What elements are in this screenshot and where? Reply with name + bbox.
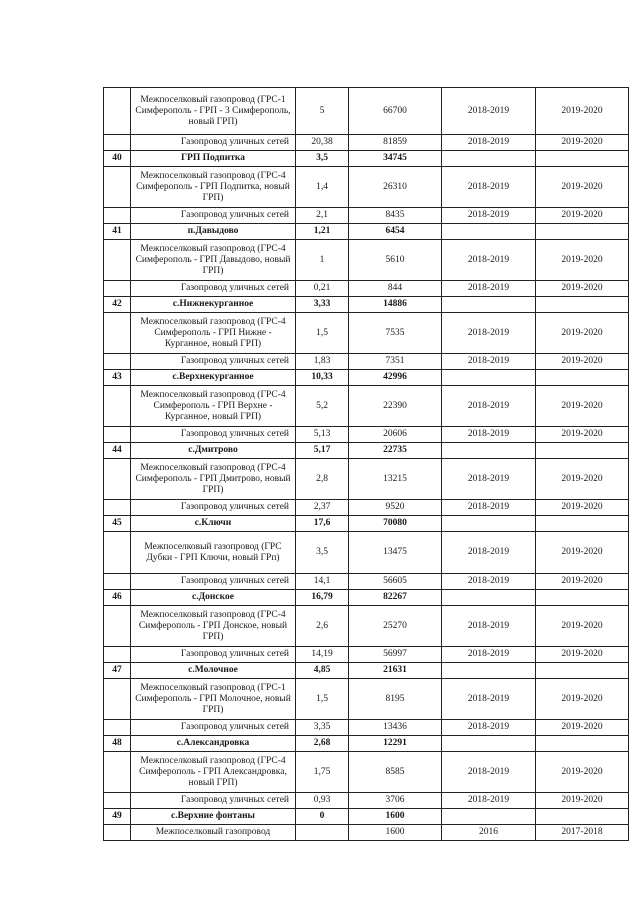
row-number-cell — [104, 135, 131, 151]
start-years-cell: 2016 — [442, 825, 536, 841]
object-name-cell: Газопровод уличных сетей — [131, 135, 296, 151]
row-number-cell: 48 — [104, 736, 131, 752]
start-years-cell — [442, 516, 536, 532]
table-row — [104, 354, 629, 370]
object-name-cell: Межпоселковый газопровод (ГРС Дубки - ГРП Ключи, новый ГРп) — [131, 532, 296, 574]
section-row — [104, 809, 629, 825]
table-row — [104, 88, 629, 135]
object-name-cell: Газопровод уличных сетей — [131, 208, 296, 224]
end-years-cell: 2019-2020 — [536, 459, 629, 500]
row-number-cell — [104, 825, 131, 841]
row-number-cell — [104, 679, 131, 720]
object-name-cell: Межпоселковый газопровод (ГРС-1 Симферополь - ГРП Молочное, новый ГРП) — [131, 679, 296, 720]
end-years-cell: 2019-2020 — [536, 647, 629, 663]
row-number-cell — [104, 793, 131, 809]
cost-value-cell: 82267 — [349, 590, 442, 606]
start-years-cell: 2018-2019 — [442, 574, 536, 590]
section-row — [104, 590, 629, 606]
cost-value-cell: 844 — [349, 281, 442, 297]
end-years-cell: 2019-2020 — [536, 793, 629, 809]
length-km-cell: 10,33 — [296, 370, 349, 386]
start-years-cell: 2018-2019 — [442, 647, 536, 663]
row-number-cell: 42 — [104, 297, 131, 313]
start-years-cell: 2018-2019 — [442, 720, 536, 736]
cost-value-cell: 66700 — [349, 88, 442, 135]
length-km-cell: 1,5 — [296, 679, 349, 720]
start-years-cell: 2018-2019 — [442, 793, 536, 809]
end-years-cell — [536, 151, 629, 167]
object-name-cell: Газопровод уличных сетей — [131, 720, 296, 736]
cost-value-cell: 22390 — [349, 386, 442, 427]
cost-value-cell: 7351 — [349, 354, 442, 370]
end-years-cell — [536, 224, 629, 240]
object-name-cell: с.Ключи — [131, 516, 296, 532]
row-number-cell — [104, 606, 131, 647]
end-years-cell: 2019-2020 — [536, 313, 629, 354]
start-years-cell: 2018-2019 — [442, 281, 536, 297]
object-name-cell: ГРП Подпитка — [131, 151, 296, 167]
length-km-cell: 5,17 — [296, 443, 349, 459]
length-km-cell: 1,4 — [296, 167, 349, 208]
length-km-cell: 1,21 — [296, 224, 349, 240]
object-name-cell: с.Дмитрово — [131, 443, 296, 459]
section-row — [104, 224, 629, 240]
start-years-cell: 2018-2019 — [442, 354, 536, 370]
table-row — [104, 427, 629, 443]
cost-value-cell: 1600 — [349, 809, 442, 825]
row-number-cell — [104, 500, 131, 516]
start-years-cell — [442, 151, 536, 167]
length-km-cell: 3,5 — [296, 532, 349, 574]
row-number-cell — [104, 532, 131, 574]
object-name-cell: Межпоселковый газопровод (ГРС-1 Симферополь - ГРП - 3 Симферополь, новый ГРП) — [131, 88, 296, 135]
start-years-cell: 2018-2019 — [442, 606, 536, 647]
length-km-cell: 0,21 — [296, 281, 349, 297]
table-row — [104, 752, 629, 793]
section-row — [104, 663, 629, 679]
row-number-cell — [104, 354, 131, 370]
cost-value-cell: 34745 — [349, 151, 442, 167]
object-name-cell: Межпоселковый газопровод (ГРС-4 Симферополь - ГРП Давыдово, новый ГРП) — [131, 240, 296, 281]
length-km-cell: 2,1 — [296, 208, 349, 224]
object-name-cell: Межпоселковый газопровод (ГРС-4 Симферополь - ГРП Подпитка, новый ГРП) — [131, 167, 296, 208]
table-row — [104, 720, 629, 736]
start-years-cell: 2018-2019 — [442, 240, 536, 281]
cost-value-cell: 26310 — [349, 167, 442, 208]
cost-value-cell: 13436 — [349, 720, 442, 736]
section-row — [104, 443, 629, 459]
row-number-cell — [104, 88, 131, 135]
object-name-cell: Газопровод уличных сетей — [131, 354, 296, 370]
object-name-cell: Межпоселковый газопровод (ГРС-4 Симферополь - ГРП Нижне - Курганное, новый ГРП) — [131, 313, 296, 354]
table-row — [104, 679, 629, 720]
table-row — [104, 281, 629, 297]
end-years-cell — [536, 736, 629, 752]
table-row — [104, 574, 629, 590]
length-km-cell: 14,1 — [296, 574, 349, 590]
row-number-cell: 49 — [104, 809, 131, 825]
object-name-cell: Газопровод уличных сетей — [131, 574, 296, 590]
end-years-cell: 2019-2020 — [536, 135, 629, 151]
start-years-cell — [442, 809, 536, 825]
object-name-cell: п.Давыдово — [131, 224, 296, 240]
length-km-cell: 16,79 — [296, 590, 349, 606]
row-number-cell — [104, 647, 131, 663]
end-years-cell — [536, 809, 629, 825]
object-name-cell: Газопровод уличных сетей — [131, 500, 296, 516]
object-name-cell: Межпоселковый газопровод (ГРС-4 Симферополь - ГРП Верхне - Курганное, новый ГРП) — [131, 386, 296, 427]
start-years-cell: 2018-2019 — [442, 386, 536, 427]
end-years-cell: 2017-2018 — [536, 825, 629, 841]
start-years-cell — [442, 663, 536, 679]
length-km-cell: 2,68 — [296, 736, 349, 752]
row-number-cell: 43 — [104, 370, 131, 386]
end-years-cell: 2019-2020 — [536, 574, 629, 590]
object-name-cell: Межпоселковый газопровод (ГРС-4 Симферополь - ГРП Донское, новый ГРП) — [131, 606, 296, 647]
row-number-cell: 40 — [104, 151, 131, 167]
object-name-cell: Газопровод уличных сетей — [131, 427, 296, 443]
object-name-cell: с.Молочное — [131, 663, 296, 679]
table-row — [104, 500, 629, 516]
table-row — [104, 386, 629, 427]
length-km-cell: 2,8 — [296, 459, 349, 500]
section-row — [104, 516, 629, 532]
end-years-cell: 2019-2020 — [536, 427, 629, 443]
object-name-cell: Газопровод уличных сетей — [131, 793, 296, 809]
row-number-cell — [104, 720, 131, 736]
start-years-cell: 2018-2019 — [442, 532, 536, 574]
row-number-cell — [104, 459, 131, 500]
object-name-cell: Межпоселковый газопровод — [131, 825, 296, 841]
length-km-cell: 2,37 — [296, 500, 349, 516]
object-name-cell: Газопровод уличных сетей — [131, 281, 296, 297]
start-years-cell: 2018-2019 — [442, 427, 536, 443]
end-years-cell — [536, 516, 629, 532]
row-number-cell: 44 — [104, 443, 131, 459]
table-row — [104, 135, 629, 151]
row-number-cell — [104, 281, 131, 297]
object-name-cell: с.Верхние фонтаны — [131, 809, 296, 825]
length-km-cell: 3,33 — [296, 297, 349, 313]
object-name-cell: с.Верхнекурганное — [131, 370, 296, 386]
start-years-cell: 2018-2019 — [442, 500, 536, 516]
table-row — [104, 532, 629, 574]
gas-pipeline-table — [103, 87, 629, 841]
table-row — [104, 240, 629, 281]
length-km-cell: 14,19 — [296, 647, 349, 663]
end-years-cell: 2019-2020 — [536, 88, 629, 135]
length-km-cell: 0,93 — [296, 793, 349, 809]
cost-value-cell: 12291 — [349, 736, 442, 752]
cost-value-cell: 70080 — [349, 516, 442, 532]
row-number-cell — [104, 167, 131, 208]
end-years-cell: 2019-2020 — [536, 167, 629, 208]
end-years-cell: 2019-2020 — [536, 386, 629, 427]
length-km-cell — [296, 825, 349, 841]
start-years-cell: 2018-2019 — [442, 208, 536, 224]
row-number-cell: 45 — [104, 516, 131, 532]
cost-value-cell: 7535 — [349, 313, 442, 354]
object-name-cell: с.Александровка — [131, 736, 296, 752]
table-body — [104, 88, 629, 841]
table-row — [104, 459, 629, 500]
start-years-cell — [442, 297, 536, 313]
cost-value-cell: 9520 — [349, 500, 442, 516]
end-years-cell — [536, 443, 629, 459]
table-row — [104, 647, 629, 663]
object-name-cell: с.Нижнекурганное — [131, 297, 296, 313]
length-km-cell: 4,85 — [296, 663, 349, 679]
end-years-cell: 2019-2020 — [536, 752, 629, 793]
cost-value-cell: 56997 — [349, 647, 442, 663]
length-km-cell: 20,38 — [296, 135, 349, 151]
section-row — [104, 736, 629, 752]
cost-value-cell: 8585 — [349, 752, 442, 793]
start-years-cell — [442, 370, 536, 386]
end-years-cell — [536, 663, 629, 679]
section-row — [104, 297, 629, 313]
start-years-cell: 2018-2019 — [442, 88, 536, 135]
cost-value-cell: 81859 — [349, 135, 442, 151]
cost-value-cell: 1600 — [349, 825, 442, 841]
cost-value-cell: 8435 — [349, 208, 442, 224]
end-years-cell: 2019-2020 — [536, 208, 629, 224]
length-km-cell: 1,5 — [296, 313, 349, 354]
table-row — [104, 825, 629, 841]
end-years-cell: 2019-2020 — [536, 606, 629, 647]
table-row — [104, 793, 629, 809]
row-number-cell — [104, 313, 131, 354]
length-km-cell: 1,75 — [296, 752, 349, 793]
length-km-cell: 5,2 — [296, 386, 349, 427]
end-years-cell: 2019-2020 — [536, 240, 629, 281]
object-name-cell: с.Донское — [131, 590, 296, 606]
section-row — [104, 151, 629, 167]
cost-value-cell: 14886 — [349, 297, 442, 313]
cost-value-cell: 42996 — [349, 370, 442, 386]
cost-value-cell: 6454 — [349, 224, 442, 240]
row-number-cell — [104, 427, 131, 443]
cost-value-cell: 20606 — [349, 427, 442, 443]
start-years-cell: 2018-2019 — [442, 313, 536, 354]
length-km-cell: 0 — [296, 809, 349, 825]
cost-value-cell: 3706 — [349, 793, 442, 809]
length-km-cell: 17,6 — [296, 516, 349, 532]
row-number-cell — [104, 386, 131, 427]
end-years-cell: 2019-2020 — [536, 281, 629, 297]
end-years-cell — [536, 370, 629, 386]
start-years-cell: 2018-2019 — [442, 167, 536, 208]
start-years-cell: 2018-2019 — [442, 459, 536, 500]
object-name-cell: Межпоселковый газопровод (ГРС-4 Симферополь - ГРП Александровка, новый ГРП) — [131, 752, 296, 793]
table-row — [104, 167, 629, 208]
cost-value-cell: 25270 — [349, 606, 442, 647]
row-number-cell: 41 — [104, 224, 131, 240]
length-km-cell: 1 — [296, 240, 349, 281]
row-number-cell — [104, 240, 131, 281]
row-number-cell — [104, 208, 131, 224]
cost-value-cell: 22735 — [349, 443, 442, 459]
end-years-cell: 2019-2020 — [536, 720, 629, 736]
row-number-cell — [104, 752, 131, 793]
start-years-cell: 2018-2019 — [442, 752, 536, 793]
end-years-cell: 2019-2020 — [536, 532, 629, 574]
length-km-cell: 5 — [296, 88, 349, 135]
end-years-cell — [536, 590, 629, 606]
length-km-cell: 1,83 — [296, 354, 349, 370]
start-years-cell — [442, 224, 536, 240]
cost-value-cell: 13215 — [349, 459, 442, 500]
object-name-cell: Газопровод уличных сетей — [131, 647, 296, 663]
cost-value-cell: 8195 — [349, 679, 442, 720]
section-row — [104, 370, 629, 386]
row-number-cell: 46 — [104, 590, 131, 606]
row-number-cell — [104, 574, 131, 590]
start-years-cell — [442, 736, 536, 752]
object-name-cell: Межпоселковый газопровод (ГРС-4 Симферополь - ГРП Дмитрово, новый ГРП) — [131, 459, 296, 500]
start-years-cell: 2018-2019 — [442, 135, 536, 151]
start-years-cell: 2018-2019 — [442, 679, 536, 720]
end-years-cell — [536, 297, 629, 313]
cost-value-cell: 5610 — [349, 240, 442, 281]
row-number-cell: 47 — [104, 663, 131, 679]
length-km-cell: 3,5 — [296, 151, 349, 167]
table-row — [104, 313, 629, 354]
cost-value-cell: 13475 — [349, 532, 442, 574]
cost-value-cell: 21631 — [349, 663, 442, 679]
length-km-cell: 5,13 — [296, 427, 349, 443]
end-years-cell: 2019-2020 — [536, 354, 629, 370]
table-row — [104, 208, 629, 224]
length-km-cell: 2,6 — [296, 606, 349, 647]
cost-value-cell: 56605 — [349, 574, 442, 590]
length-km-cell: 3,35 — [296, 720, 349, 736]
start-years-cell — [442, 443, 536, 459]
end-years-cell: 2019-2020 — [536, 679, 629, 720]
end-years-cell: 2019-2020 — [536, 500, 629, 516]
table-row — [104, 606, 629, 647]
start-years-cell — [442, 590, 536, 606]
